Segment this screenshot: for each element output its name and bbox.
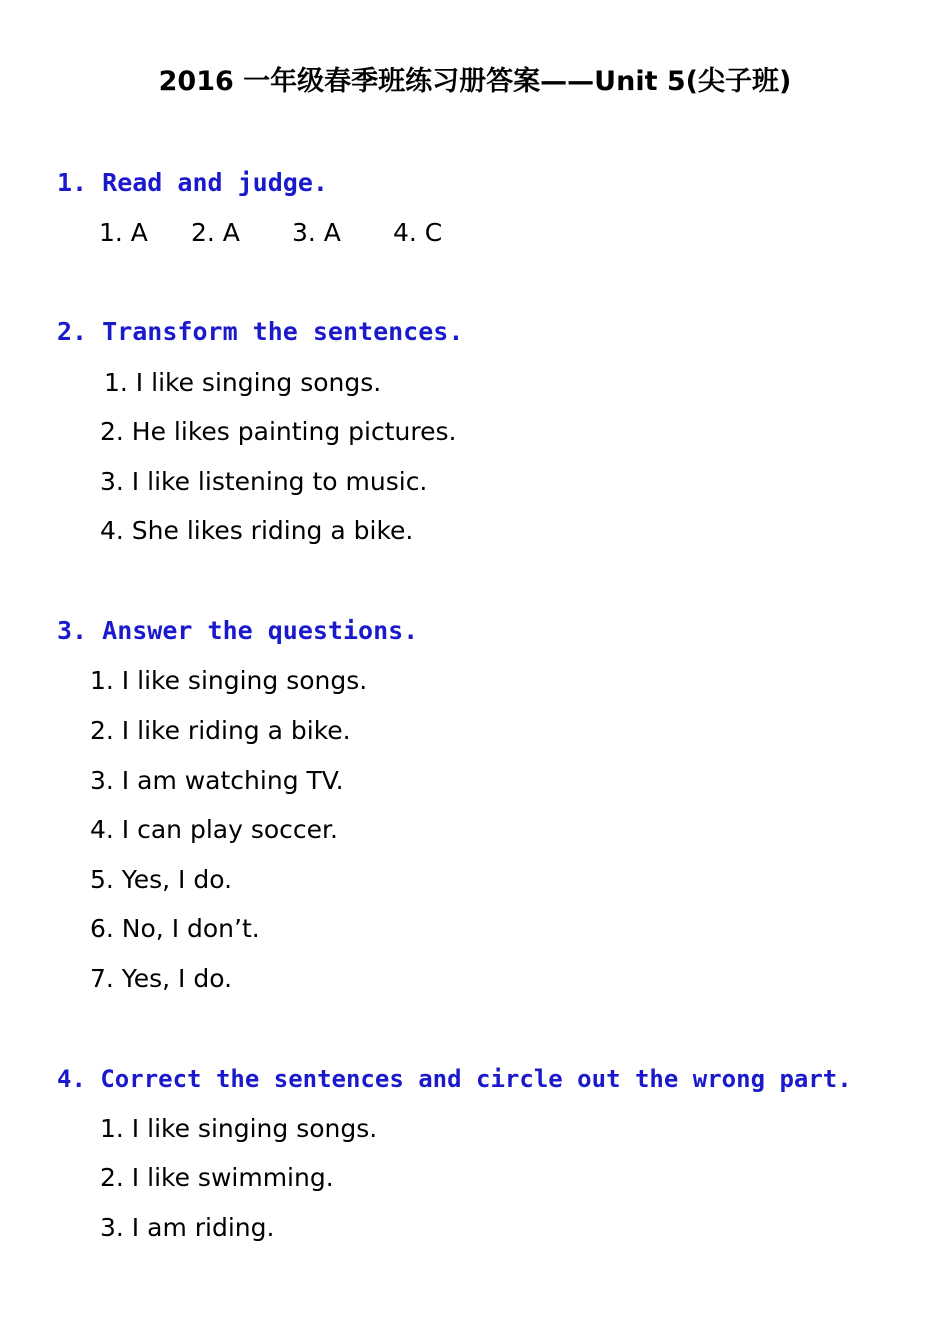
answer-item: 4. C <box>393 218 443 247</box>
answer-item: 2. A <box>191 218 240 247</box>
section-2-heading: 2. Transform the sentences. <box>57 317 464 346</box>
answer-item: 3. I am watching TV. <box>90 766 344 795</box>
answer-item: 1. I like singing songs. <box>100 1114 378 1143</box>
answer-item: 3. I am riding. <box>100 1213 275 1242</box>
answer-item: 1. A <box>99 218 148 247</box>
answer-item: 2. I like swimming. <box>100 1163 334 1192</box>
answer-item: 6. No, I don’t. <box>90 914 260 943</box>
answer-item: 3. A <box>292 218 341 247</box>
answer-item: 7. Yes, I do. <box>90 964 233 993</box>
section-1-heading: 1. Read and judge. <box>57 168 328 197</box>
answer-item: 3. I like listening to music. <box>100 467 428 496</box>
section-1-answers <box>99 216 442 250</box>
page-title: 2016 一年级春季班练习册答案——Unit 5(尖子班) <box>158 66 792 97</box>
answer-item: 1. I like singing songs. <box>90 666 368 695</box>
section-3-heading: 3. Answer the questions. <box>57 616 419 645</box>
answer-item: 2. He likes painting pictures. <box>100 417 457 446</box>
answer-item: 4. She likes riding a bike. <box>100 516 414 545</box>
answer-item: 4. I can play soccer. <box>90 815 338 844</box>
answer-item: 2. I like riding a bike. <box>90 716 351 745</box>
answer-item: 5. Yes, I do. <box>90 865 233 894</box>
answer-item: 1. I like singing songs. <box>104 368 382 397</box>
section-4-heading: 4. Correct the sentences and circle out the wrong part. <box>57 1065 852 1093</box>
